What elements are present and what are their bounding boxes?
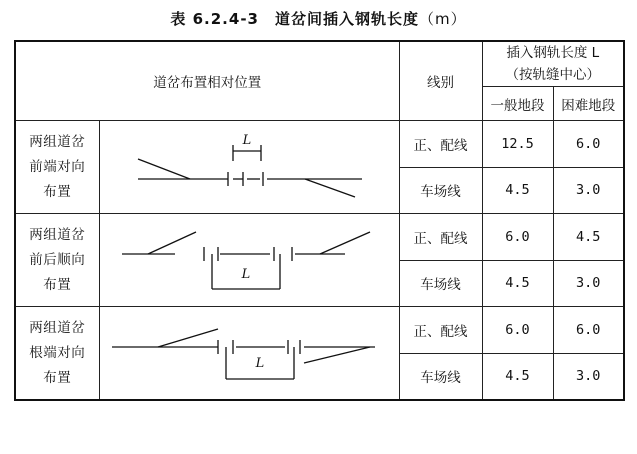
group-label-line: 两组道岔 [29,226,86,243]
turnout-diagram-facing-heel [100,307,400,399]
diagram-cell [99,214,399,307]
table-row [15,214,624,261]
group-label-line: 布置 [43,276,72,293]
header-difficult: 困难地段 [553,87,624,121]
general-value-cell: 6.0 [482,214,553,261]
header-length-line1: 插入钢轨长度 L [506,45,600,61]
turnout-diagram-same-direction [100,214,400,306]
table-title [0,8,637,29]
header-line-type: 线别 [399,41,482,121]
header-position: 道岔布置相对位置 [15,41,399,121]
group-label-line: 布置 [43,183,72,200]
table-row [15,121,624,168]
difficult-value-cell: 6.0 [553,307,624,354]
diverging-track-left [138,159,190,179]
group-label-line: 前端对向 [29,158,86,175]
group-label-line: 布置 [43,369,72,386]
difficult-value-cell: 3.0 [553,353,624,400]
difficult-value-cell: 3.0 [553,260,624,307]
header-length-line2: （按轨缝中心） [505,67,600,83]
line-type-cell: 车场线 [399,260,482,307]
group-label [15,214,99,307]
diverging-track-left [148,232,196,254]
general-value-cell: 4.5 [482,353,553,400]
group-label-line: 两组道岔 [29,133,86,150]
difficult-value-cell: 6.0 [553,121,624,168]
header-row-1 [15,41,624,87]
diverging-track-left [158,329,218,347]
dimension-label-L: L [242,133,251,148]
header-length [482,41,624,87]
diagram-cell [99,307,399,401]
diverging-track-right [305,179,355,197]
table-title-text: 表 6.2.4-3 道岔间插入钢轨长度 [170,10,419,28]
header-general: 一般地段 [482,87,553,121]
switch-rail-length-table [14,40,625,401]
diverging-track-right [320,232,370,254]
line-type-cell: 车场线 [399,353,482,400]
dimension-label-L: L [241,267,250,282]
general-value-cell: 4.5 [482,167,553,214]
general-value-cell: 12.5 [482,121,553,168]
group-label [15,121,99,214]
turnout-diagram-facing-front [100,121,400,213]
line-type-cell: 车场线 [399,167,482,214]
line-type-cell: 正、配线 [399,214,482,261]
table-title-unit: （m） [418,10,467,28]
line-type-cell: 正、配线 [399,307,482,354]
group-label-line: 两组道岔 [29,319,86,336]
difficult-value-cell: 4.5 [553,214,624,261]
diverging-track-right [304,347,370,363]
dimension-label-L: L [255,356,264,371]
line-type-cell: 正、配线 [399,121,482,168]
group-label-line: 根端对向 [29,344,86,361]
general-value-cell: 6.0 [482,307,553,354]
diagram-cell [99,121,399,214]
table-row [15,307,624,354]
group-label-line: 前后顺向 [29,251,86,268]
group-label [15,307,99,401]
difficult-value-cell: 3.0 [553,167,624,214]
general-value-cell: 4.5 [482,260,553,307]
